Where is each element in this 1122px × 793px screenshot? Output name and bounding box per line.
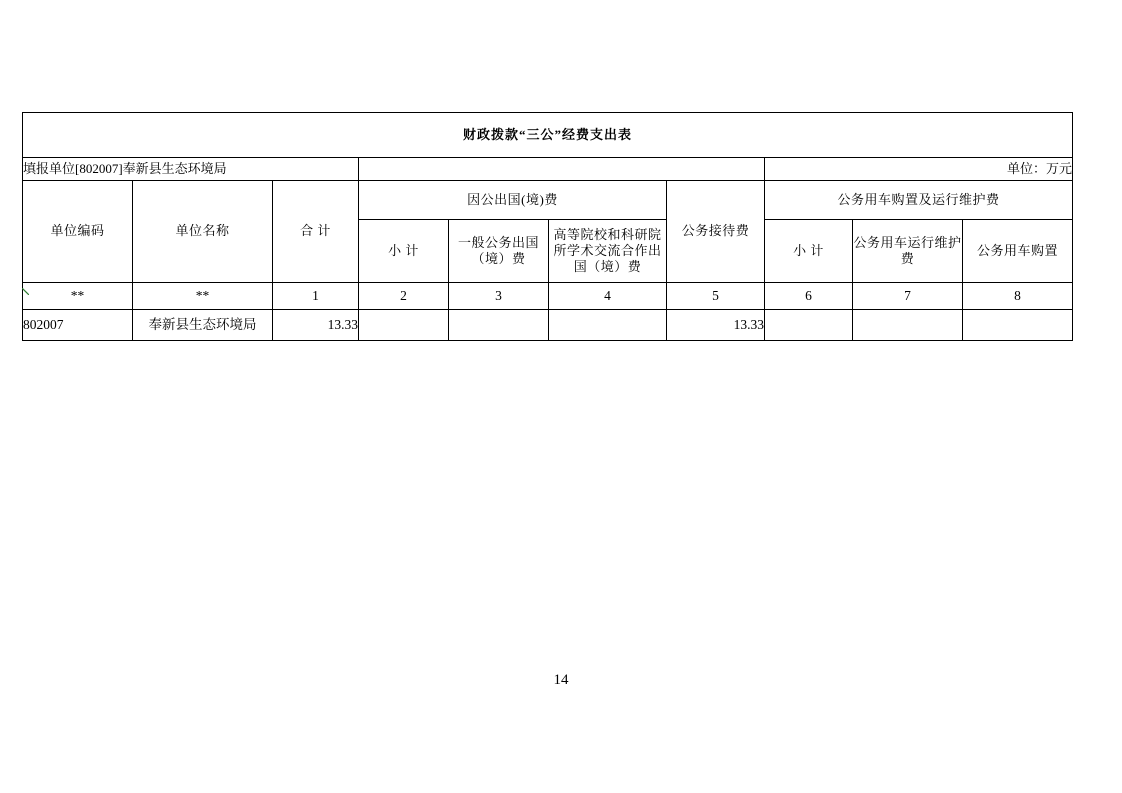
header-vehicle-subtotal: 小 计 <box>765 220 853 283</box>
colnum-5: 4 <box>549 283 667 310</box>
colnum-2: 1 <box>273 283 359 310</box>
header-vehicle-purchase: 公务用车购置 <box>963 220 1073 283</box>
cell-hospitality: 13.33 <box>667 310 765 341</box>
header-vehicle-maintain: 公务用车运行维护费 <box>853 220 963 283</box>
colnum-4: 3 <box>449 283 549 310</box>
cell-unit-code: 802007 <box>23 310 133 341</box>
table-subheader-row <box>23 158 1073 181</box>
column-number-row <box>23 283 1073 310</box>
subheader-spacer <box>359 158 765 181</box>
cell-unit-name: 奉新县生态环境局 <box>133 310 273 341</box>
colnum-8: 7 <box>853 283 963 310</box>
colnum-6: 5 <box>667 283 765 310</box>
header-abroad-subtotal: 小 计 <box>359 220 449 283</box>
cell-abroad-general <box>449 310 549 341</box>
header-group-row <box>23 181 1073 220</box>
colnum-9: 8 <box>963 283 1073 310</box>
header-abroad-group: 因公出国(境)费 <box>359 181 667 220</box>
header-total: 合 计 <box>273 181 359 283</box>
header-unit-name: 单位名称 <box>133 181 273 283</box>
budget-table <box>22 112 1073 341</box>
cell-vehicle-maintain <box>853 310 963 341</box>
cell-abroad-subtotal <box>359 310 449 341</box>
colnum-7: 6 <box>765 283 853 310</box>
page-number: 14 <box>553 672 569 688</box>
cell-vehicle-subtotal <box>765 310 853 341</box>
colnum-0: ** <box>23 283 133 310</box>
header-unit-code: 单位编码 <box>23 181 133 283</box>
currency-unit-label: 单位：万元 <box>765 158 1073 181</box>
cell-vehicle-purchase <box>963 310 1073 341</box>
cell-total: 13.33 <box>273 310 359 341</box>
colnum-1: ** <box>133 283 273 310</box>
fill-unit-label: 填报单位[802007]奉新县生态环境局 <box>23 158 359 181</box>
header-vehicle-group: 公务用车购置及运行维护费 <box>765 181 1073 220</box>
header-abroad-general: 一般公务出国（境）费 <box>449 220 549 283</box>
page-title: 财政拨款“三公”经费支出表 <box>23 113 1073 158</box>
header-abroad-academic: 高等院校和科研院所学术交流合作出国（境）费 <box>549 220 667 283</box>
table-row <box>23 310 1073 341</box>
table-title-row <box>23 113 1073 158</box>
header-hospitality: 公务接待费 <box>667 181 765 283</box>
corner-mark-icon <box>22 288 29 295</box>
cell-abroad-academic <box>549 310 667 341</box>
colnum-3: 2 <box>359 283 449 310</box>
